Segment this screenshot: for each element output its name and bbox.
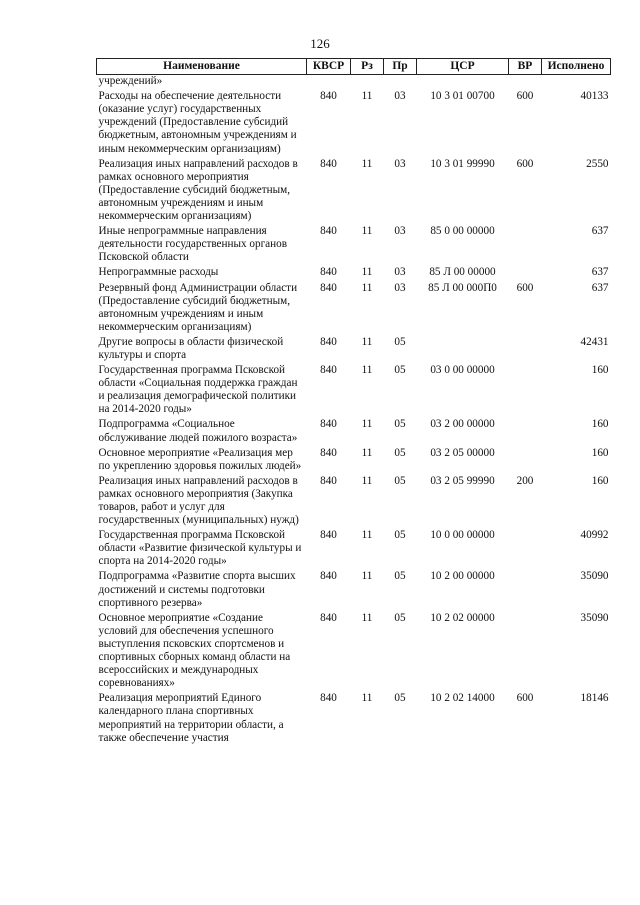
cell-vr	[509, 362, 542, 416]
table-row	[97, 223, 611, 264]
table-row	[97, 690, 611, 744]
cell-name: Государственная программа Псковской области «Социальная поддержка граждан и реализация демографической политики на 2014-2020 годы»	[98, 364, 298, 416]
table-row	[97, 568, 611, 609]
cell-kvsr: 840	[320, 570, 337, 583]
cell-pr: 05	[394, 364, 406, 377]
cell-csr: 03 2 05 99990	[430, 474, 495, 487]
cell-kvsr: 840	[320, 611, 337, 624]
table-row	[97, 527, 611, 568]
cell-vr	[509, 527, 542, 568]
header-rz: Рз	[351, 59, 384, 75]
cell-amount: 637	[591, 281, 609, 294]
cell-pr: 03	[394, 157, 406, 170]
cell-name: Непрограммные расходы	[98, 266, 219, 279]
cell-amount: 35090	[580, 611, 609, 624]
cell-kvsr: 840	[320, 474, 337, 487]
cell-amount: 160	[591, 418, 609, 431]
cell-csr: 03 0 00 00000	[430, 364, 495, 377]
cell-amount: 40133	[580, 90, 609, 103]
cell-rz: 11	[361, 281, 373, 294]
cell-kvsr: 840	[320, 266, 337, 279]
cell-rz: 11	[361, 529, 373, 542]
cell-name: Резервный фонд Администрации области (Предоставление субсидий бюджетным, автономным учреждениям и иным некоммерческим организациям)	[98, 281, 298, 333]
table-row	[97, 610, 611, 691]
cell-vr	[509, 445, 542, 473]
cell-kvsr: 840	[320, 364, 337, 377]
cell-rz: 11	[361, 90, 373, 103]
cell-amount: 637	[591, 266, 609, 279]
cell-pr: 03	[394, 281, 406, 294]
cell-csr: 10 2 00 00000	[430, 570, 495, 583]
cell-csr	[417, 75, 509, 89]
cell-vr	[509, 334, 542, 362]
header-amount: Исполнено	[542, 59, 611, 75]
cell-csr: 10 3 01 00700	[430, 90, 495, 103]
cell-name: Иные непрограммные направления деятельности государственных органов Псковской области	[98, 225, 288, 264]
table-row	[97, 88, 611, 155]
cell-kvsr	[307, 75, 351, 89]
table-row	[97, 75, 611, 89]
cell-vr: 600	[516, 157, 534, 170]
cell-csr: 10 0 00 00000	[430, 529, 495, 542]
cell-name: учреждений»	[98, 75, 163, 88]
cell-amount: 160	[591, 364, 609, 377]
cell-pr: 05	[394, 529, 406, 542]
cell-name: Основное мероприятие «Создание условий для обеспечения успешного выступления псковских спортсменов и спортивных сборных команд области на всероссийских и международных соревнованиях»	[98, 611, 291, 690]
cell-name: Государственная программа Псковской области «Развитие физической культуры и спорта на 2014-2020 годы»	[98, 529, 302, 568]
cell-pr: 05	[394, 335, 406, 348]
cell-name: Реализация иных направлений расходов в рамках основного мероприятия (Предоставление субсидий бюджетным, автономным учреждениям и иным некоммерческим организациям)	[98, 157, 298, 223]
cell-pr	[384, 75, 417, 89]
header-csr: ЦСР	[417, 59, 509, 75]
cell-amount: 35090	[580, 570, 609, 583]
cell-amount: 40992	[580, 529, 609, 542]
cell-rz: 11	[361, 446, 373, 459]
cell-amount: 160	[591, 474, 609, 487]
cell-amount: 18146	[580, 692, 609, 705]
cell-vr: 600	[516, 90, 534, 103]
header-kvsr: КВСР	[307, 59, 351, 75]
table-row	[97, 334, 611, 362]
cell-vr: 600	[516, 692, 534, 705]
cell-vr: 200	[516, 474, 534, 487]
cell-amount	[542, 75, 611, 89]
cell-vr	[509, 75, 542, 89]
cell-rz: 11	[361, 225, 373, 238]
cell-amount: 637	[591, 225, 609, 238]
cell-rz: 11	[361, 611, 373, 624]
cell-vr: 600	[516, 281, 534, 294]
cell-pr: 05	[394, 446, 406, 459]
table-row	[97, 473, 611, 527]
header-name: Наименование	[97, 59, 307, 75]
cell-csr: 10 2 02 14000	[430, 692, 495, 705]
cell-kvsr: 840	[320, 692, 337, 705]
cell-vr	[509, 223, 542, 264]
cell-kvsr: 840	[320, 529, 337, 542]
cell-name: Подпрограмма «Социальное обслуживание людей пожилого возраста»	[98, 418, 298, 444]
cell-pr: 05	[394, 418, 406, 431]
cell-amount: 42431	[580, 335, 609, 348]
cell-csr: 10 3 01 99990	[430, 157, 495, 170]
cell-pr: 05	[394, 692, 406, 705]
cell-csr: 85 Л 00 000П0	[428, 281, 497, 294]
header-pr: Пр	[384, 59, 417, 75]
cell-name: Реализация иных направлений расходов в рамках основного мероприятия (Закупка товаров, работ и услуг для государственных (муниципальных) нужд)	[98, 474, 299, 527]
table-row	[97, 445, 611, 473]
cell-rz	[351, 75, 384, 89]
budget-table	[96, 58, 611, 745]
cell-kvsr: 840	[320, 157, 337, 170]
header-vr: ВР	[509, 59, 542, 75]
cell-amount: 2550	[586, 157, 609, 170]
table-header-row	[97, 59, 611, 75]
cell-name: Реализация мероприятий Единого календарного плана спортивных мероприятий на территории области, а также обеспечение участия	[98, 692, 284, 744]
cell-name: Расходы на обеспечение деятельности (оказание услуг) государственных учреждений (Предоставление субсидий бюджетным, автономным учреждениям и иным некоммерческим организациям)	[98, 90, 297, 155]
cell-csr: 03 2 05 00000	[430, 446, 495, 459]
cell-vr	[509, 416, 542, 444]
table-row	[97, 280, 611, 334]
cell-csr: 85 Л 00 00000	[429, 266, 496, 279]
cell-csr: 85 0 00 00000	[430, 225, 495, 238]
cell-vr	[509, 568, 542, 609]
cell-pr: 05	[394, 570, 406, 583]
cell-pr: 03	[394, 266, 406, 279]
cell-name: Другие вопросы в области физической культуры и спорта	[98, 335, 284, 361]
table-row	[97, 264, 611, 279]
cell-kvsr: 840	[320, 225, 337, 238]
cell-rz: 11	[361, 570, 373, 583]
cell-kvsr: 840	[320, 90, 337, 103]
cell-name: Подпрограмма «Развитие спорта высших достижений и системы подготовки спортивного резерва»	[98, 570, 296, 609]
cell-amount: 160	[591, 446, 609, 459]
cell-rz: 11	[361, 418, 373, 431]
cell-rz: 11	[361, 157, 373, 170]
cell-kvsr: 840	[320, 335, 337, 348]
table-row	[97, 156, 611, 223]
cell-vr	[509, 264, 542, 279]
cell-name: Основное мероприятие «Реализация мер по укреплению здоровья пожилых людей»	[98, 446, 302, 472]
cell-rz: 11	[361, 335, 373, 348]
cell-rz: 11	[361, 364, 373, 377]
cell-pr: 03	[394, 225, 406, 238]
cell-kvsr: 840	[320, 281, 337, 294]
cell-csr: 10 2 02 00000	[430, 611, 495, 624]
cell-rz: 11	[361, 266, 373, 279]
cell-pr: 03	[394, 90, 406, 103]
table-row	[97, 362, 611, 416]
cell-csr	[417, 334, 509, 362]
cell-kvsr: 840	[320, 418, 337, 431]
cell-pr: 05	[394, 474, 406, 487]
cell-kvsr: 840	[320, 446, 337, 459]
cell-rz: 11	[361, 692, 373, 705]
cell-csr: 03 2 00 00000	[430, 418, 495, 431]
page-number: 126	[310, 36, 330, 51]
cell-pr: 05	[394, 611, 406, 624]
cell-rz: 11	[361, 474, 373, 487]
table-row	[97, 416, 611, 444]
cell-vr	[509, 610, 542, 691]
